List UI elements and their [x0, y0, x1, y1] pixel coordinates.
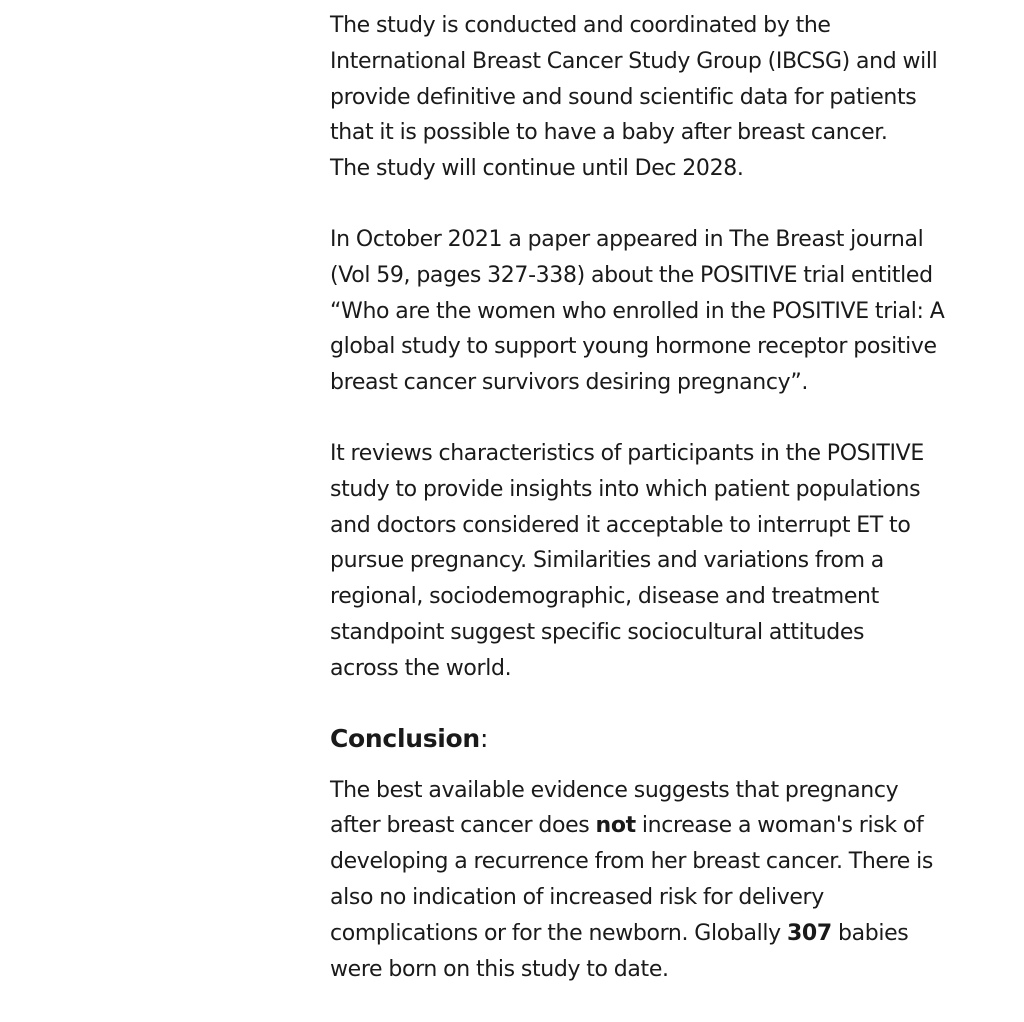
- conclusion-heading-colon: :: [479, 723, 489, 753]
- paragraph-breast-journal-paper: [330, 222, 1018, 401]
- text-line: “Who are the women who enrolled in the POSITIVE trial: A: [330, 298, 945, 324]
- paragraph-conclusion: [330, 773, 1018, 988]
- text-line: It reviews characteristics of participants in the POSITIVE: [330, 440, 924, 466]
- text-segment: increase a woman's risk of: [635, 813, 924, 839]
- text-line: (Vol 59, pages 327-338) about the POSITIVE trial entitled: [330, 262, 933, 288]
- text-line: breast cancer survivors desiring pregnancy”.: [330, 370, 809, 396]
- emphasis-not: not: [595, 813, 636, 839]
- text-line: were born on this study to date.: [330, 956, 669, 982]
- text-line: regional, sociodemographic, disease and treatment: [330, 584, 879, 610]
- text-line: The study is conducted and coordinated by the: [330, 13, 831, 38]
- article-content: [330, 8, 1018, 1022]
- text-line: also no indication of increased risk for delivery: [330, 884, 824, 910]
- text-line: global study to support young hormone receptor positive: [330, 334, 937, 360]
- text-line: developing a recurrence from her breast cancer. There is: [330, 849, 934, 875]
- text-segment: babies: [831, 920, 909, 946]
- text-line: standpoint suggest specific sociocultural attitudes: [330, 619, 865, 645]
- text-line: The study will continue until Dec 2028.: [330, 156, 744, 182]
- babies-count: 307: [786, 920, 832, 946]
- text-line: International Breast Cancer Study Group (IBCSG) and will: [330, 48, 938, 74]
- text-line: across the world.: [330, 655, 512, 681]
- text-line: that it is possible to have a baby after breast cancer.: [330, 120, 888, 146]
- text-line: and doctors considered it acceptable to interrupt ET to: [330, 512, 911, 538]
- text-line: [330, 808, 1018, 844]
- text-line: study to provide insights into which patient populations: [330, 476, 921, 502]
- conclusion-heading-bold: Conclusion: [330, 723, 480, 753]
- text-segment: complications or for the newborn. Globally: [330, 920, 787, 946]
- text-line: The best available evidence suggests that pregnancy: [330, 777, 899, 803]
- paragraph-study-coordination: [330, 8, 1018, 187]
- text-line: [330, 916, 1018, 952]
- paragraph-participant-characteristics: [330, 436, 1018, 687]
- text-line: provide definitive and sound scientific data for patients: [330, 84, 917, 110]
- text-line: pursue pregnancy. Similarities and variations from a: [330, 548, 884, 574]
- text-line: In October 2021 a paper appeared in The Breast journal: [330, 226, 924, 252]
- text-segment: after breast cancer does: [330, 813, 596, 839]
- conclusion-heading: [330, 722, 1018, 756]
